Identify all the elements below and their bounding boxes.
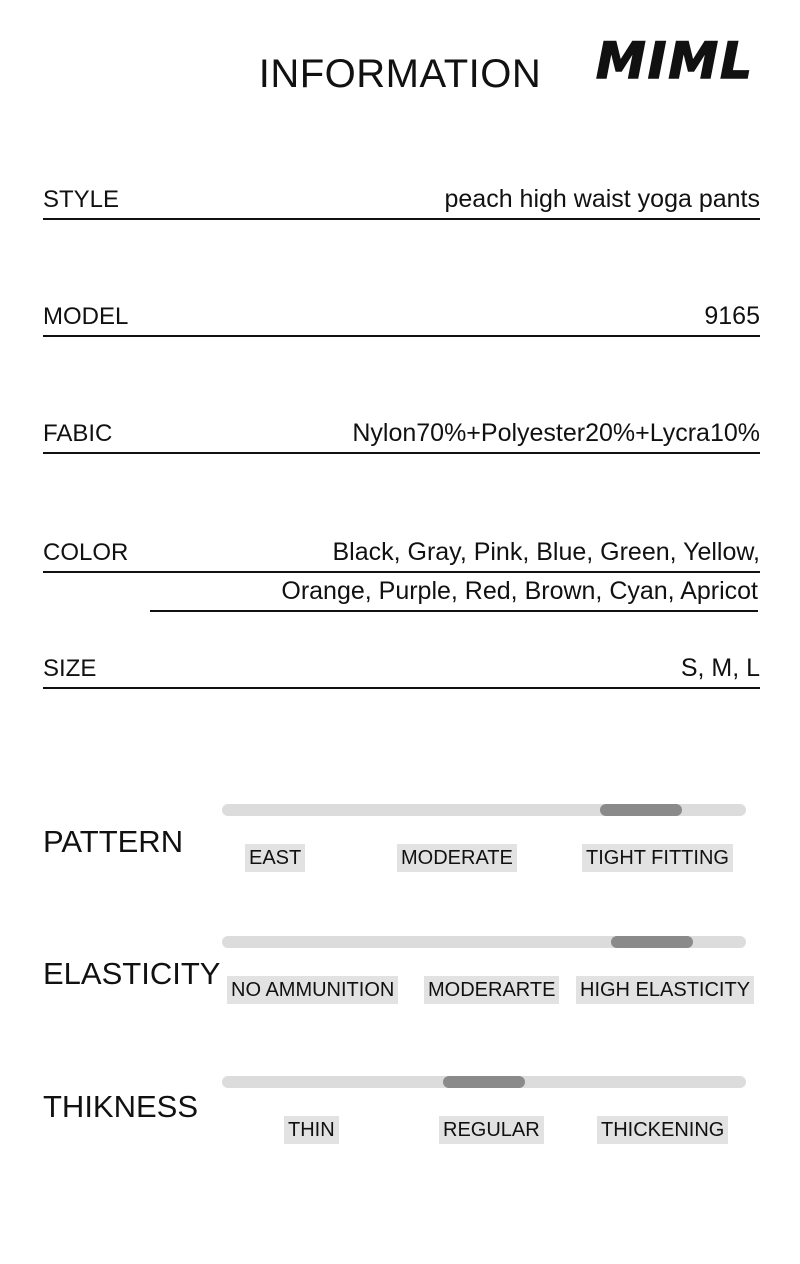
elasticity-track bbox=[222, 936, 746, 948]
color-row-continued bbox=[150, 570, 758, 612]
color-row bbox=[43, 531, 760, 573]
thickness-label: THIKNESS bbox=[43, 1089, 199, 1124]
fabric-value: Nylon70%+Polyester20%+Lycra10% bbox=[352, 419, 760, 447]
color-value: Black, Gray, Pink, Blue, Green, Yellow, bbox=[332, 538, 760, 566]
page-title: INFORMATION bbox=[258, 52, 542, 96]
pattern-level-indicator bbox=[600, 804, 682, 816]
thickness-level-indicator bbox=[443, 1076, 525, 1088]
elasticity-option-1: NO AMMUNITION bbox=[227, 976, 398, 1004]
size-value: S, M, L bbox=[680, 654, 760, 682]
elasticity-label: ELASTICITY bbox=[43, 956, 221, 991]
style-value: peach high waist yoga pants bbox=[444, 185, 760, 213]
fabric-row bbox=[43, 412, 760, 454]
thickness-option-2: REGULAR bbox=[439, 1116, 544, 1144]
color-label: COLOR bbox=[43, 539, 129, 566]
elasticity-option-3: HIGH ELASTICITY bbox=[576, 976, 754, 1004]
brand-logo-text: MIML bbox=[596, 32, 754, 90]
pattern-label: PATTERN bbox=[43, 824, 184, 859]
style-row bbox=[43, 178, 760, 220]
size-row bbox=[43, 647, 760, 689]
color-value-line2: Orange, Purple, Red, Brown, Cyan, Apricot bbox=[281, 577, 758, 605]
elasticity-level-indicator bbox=[611, 936, 693, 948]
model-value: 9165 bbox=[704, 302, 760, 330]
thickness-option-3: THICKENING bbox=[597, 1116, 728, 1144]
pattern-option-3: TIGHT FITTING bbox=[582, 844, 733, 872]
pattern-option-1: EAST bbox=[245, 844, 305, 872]
style-label: STYLE bbox=[43, 186, 120, 213]
size-label: SIZE bbox=[43, 655, 97, 682]
brand-logo bbox=[592, 30, 758, 90]
fabric-label: FABIC bbox=[43, 420, 113, 447]
model-row bbox=[43, 295, 760, 337]
pattern-option-2: MODERATE bbox=[397, 844, 517, 872]
pattern-track bbox=[222, 804, 746, 816]
thickness-option-1: THIN bbox=[284, 1116, 339, 1144]
model-label: MODEL bbox=[43, 303, 129, 330]
thickness-track bbox=[222, 1076, 746, 1088]
elasticity-option-2: MODERARTE bbox=[424, 976, 559, 1004]
